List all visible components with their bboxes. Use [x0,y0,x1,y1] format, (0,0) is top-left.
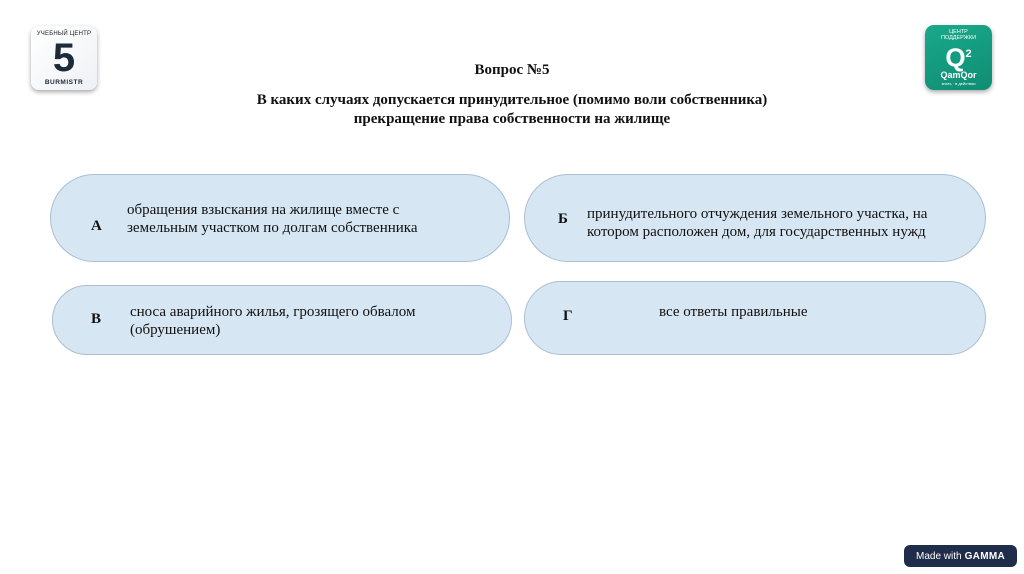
option-letter: А [91,218,102,234]
logo-tagline: знать · в действии [941,80,976,86]
option-text-line2: (обрушением) [130,322,221,338]
badge-prefix: Made with [916,550,962,562]
logo-mark-sup: 2 [965,48,972,61]
question-line-1: В каких случаях допускается принудительное (помимо воли собственника) [256,92,768,108]
logo-brand: BURMISTR [44,79,84,86]
made-with-gamma-badge[interactable] [904,545,1017,567]
logo-caption [941,29,976,41]
option-text [659,303,959,321]
question-text [212,91,812,129]
option-letter: Г [563,308,573,324]
badge-brand: GAMMA [964,550,1005,562]
answer-option-v[interactable] [52,285,512,355]
logo-mark-letter: Q [945,42,966,73]
burmistr-logo [31,26,97,90]
option-text [130,303,470,339]
logo-caption-line2: ПОДДЕРЖКИ [940,35,977,41]
logo-caption: УЧЕБНЫЙ ЦЕНТР [36,31,92,37]
qamqor-logo [925,25,992,90]
answer-option-b[interactable] [524,174,986,262]
option-text [587,205,967,241]
question-number: Вопрос №5 [474,62,550,78]
logo-caption-line1: ЦЕНТР [949,29,968,35]
answer-option-a[interactable] [50,174,510,262]
question-line-2: прекращение права собственности на жилище [353,111,671,127]
option-letter: Б [558,211,568,227]
option-text-line1: принудительного отчуждения земельного участка, на [587,206,928,222]
option-text-line1: обращения взыскания на жилище вместе с [127,202,400,218]
logo-mark: 5 [52,36,76,80]
option-letter: В [91,311,102,327]
option-text-line2: земельным участком по долгам собственника [127,220,418,236]
option-text-line1: сноса аварийного жилья, грозящего обвалом [130,304,416,320]
option-text [127,201,467,237]
option-text-line2: котором расположен дом, для государственных нужд [587,224,926,240]
option-text-line1: все ответы правильные [659,304,808,320]
answer-option-g[interactable] [524,281,986,355]
logo-brand: QamQor [940,69,977,80]
